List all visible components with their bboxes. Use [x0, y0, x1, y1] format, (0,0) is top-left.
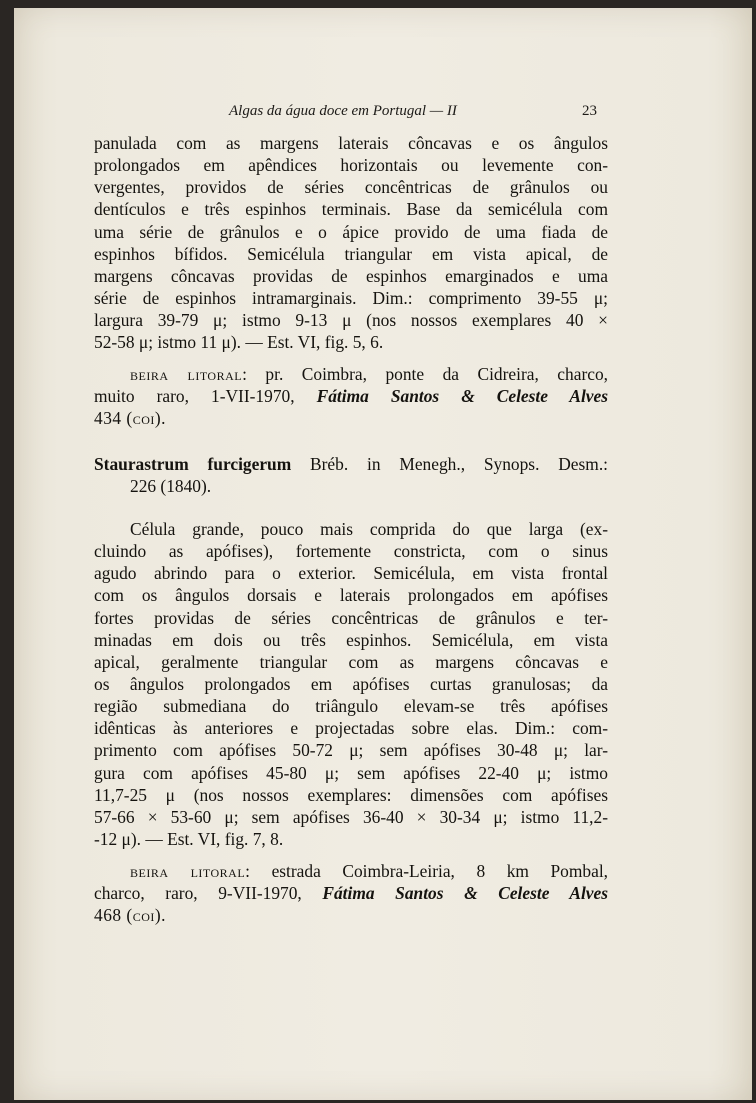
text-line: dentículos e três espinhos terminais. Base da semicélula com [94, 199, 608, 220]
book-page [14, 8, 752, 1100]
text-line: série de espinhos intramarginais. Dim.: comprimento 39-55 μ; [94, 287, 608, 308]
text-line: vergentes, providos de séries concêntricas de grânulos ou [94, 177, 608, 198]
record-collectors: Fátima Santos & Celeste Alves [316, 386, 608, 407]
record-date: charco, raro, 9-VII-1970, [94, 883, 323, 904]
text-line: idênticas às anteriores e projectadas sobre elas. Dim.: com- [94, 718, 608, 739]
record-locality: : pr. Coimbra, ponte da Cidreira, charco, [242, 364, 608, 384]
text-line: fortes providas de séries concêntricas de grânulos e ter- [94, 607, 608, 628]
text-line: apical, geralmente triangular com as margens côncavas e [94, 651, 608, 672]
text-line: cluindo as apófises), fortemente constricta, com o sinus [94, 541, 608, 562]
text-line: minadas em dois ou três espinhos. Semicélula, em vista [94, 629, 608, 650]
text-line: espinhos bífidos. Semicélula triangular em vista apical, de [94, 243, 608, 264]
herbarium-code: 468 (coi). [94, 905, 167, 926]
text-line: 52-58 μ; istmo 11 μ). — Est. VI, fig. 5, 6. [94, 332, 384, 353]
text-line: panulada com as margens laterais côncavas e os ângulos [94, 133, 608, 153]
record-line [94, 860, 608, 882]
taxon-name: Staurastrum furcigerum [94, 454, 292, 474]
collection-record-2 [94, 860, 608, 926]
text-line: os ângulos prolongados em apófises curtas granulosas; da [94, 673, 608, 694]
text-line: região submediana do triângulo elevam-se três apófises [94, 696, 608, 717]
text-line: agudo abrindo para o exterior. Semicélula, em vista frontal [94, 563, 608, 584]
herbarium-code: 434 (coi). [94, 408, 167, 429]
description-paragraph-1 [94, 132, 608, 353]
record-line [94, 385, 608, 407]
text-line: 57-66 × 53-60 μ; sem apófises 36-40 × 30-34 μ; istmo 11,2- [94, 806, 608, 827]
taxon-citation-year: 226 (1840). [130, 476, 212, 497]
taxon-line [94, 453, 608, 475]
text-line: uma série de grânulos e o ápice provido de uma fiada de [94, 221, 608, 242]
region-label: beira litoral [130, 364, 243, 384]
record-collectors: Fátima Santos & Celeste Alves [322, 883, 609, 904]
collection-record-1 [94, 363, 608, 429]
text-line: com os ângulos dorsais e laterais prolongados em apófises [94, 585, 608, 606]
record-line [94, 882, 608, 904]
text-line: Célula grande, pouco mais comprida do que larga (ex- [130, 519, 608, 539]
text-line: largura 39-79 μ; istmo 9-13 μ (nos nossos exemplares 40 × [94, 310, 608, 331]
taxon-citation: Bréb. in Menegh., Synops. Desm.: [291, 454, 608, 474]
text-line: -12 μ). — Est. VI, fig. 7, 8. [94, 828, 284, 849]
page-header [14, 103, 752, 123]
page-number: 23 [582, 103, 597, 119]
record-line [94, 363, 608, 385]
region-label: beira litoral [130, 861, 246, 881]
text-line: margens côncavas providas de espinhos emarginados e uma [94, 265, 608, 286]
text-line: 11,7-25 μ (nos nossos exemplares: dimensões com apófises [94, 784, 608, 805]
text-line: primento com apófises 50-72 μ; sem apófises 30-48 μ; lar- [94, 740, 608, 761]
text-line: prolongados em apêndices horizontais ou levemente con- [94, 155, 608, 176]
text-line: gura com apófises 45-80 μ; sem apófises 22-40 μ; istmo [94, 762, 608, 783]
taxon-heading [94, 453, 608, 497]
record-locality: : estrada Coimbra-Leiria, 8 km Pombal, [245, 861, 608, 881]
record-date: muito raro, 1-VII-1970, [94, 386, 317, 407]
running-title: Algas da água doce em Portugal — II [229, 103, 457, 119]
description-paragraph-2 [94, 518, 608, 850]
